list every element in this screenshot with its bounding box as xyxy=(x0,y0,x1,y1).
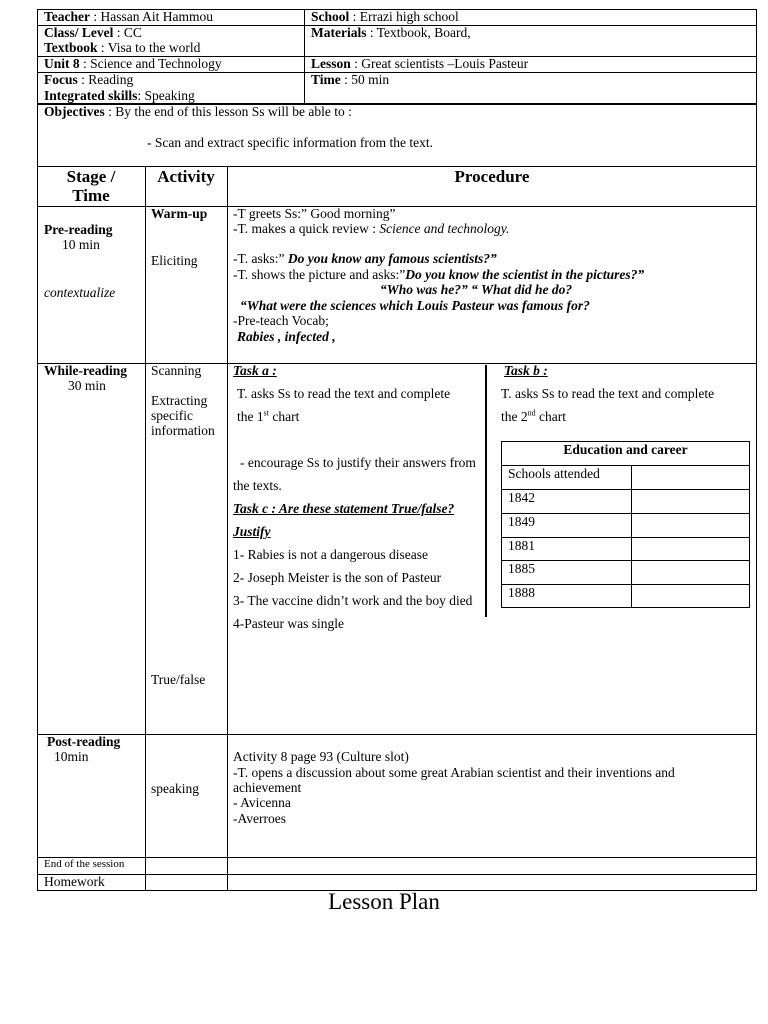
chart-row-label: 1849 xyxy=(508,514,535,529)
integrated-skills-field: Integrated skills: Speaking xyxy=(44,88,195,103)
post-reading-time: 10min xyxy=(54,749,89,764)
chart-row-label: 1842 xyxy=(508,490,535,505)
statement: 4-Pasteur was single xyxy=(233,616,344,631)
speaking-activity: speaking xyxy=(151,781,199,796)
post-procedure-line: -Averroes xyxy=(233,811,286,826)
extracting-activity: Extracting specific information xyxy=(151,393,215,438)
procedure-line: -T. shows the picture and asks:”Do you know the scientist in the pictures?” xyxy=(233,267,645,282)
task-a-line: the 1st chart xyxy=(237,408,300,424)
chart-title: Education and career xyxy=(563,442,688,457)
homework-label: Homework xyxy=(44,874,105,889)
while-reading-stage: While-reading xyxy=(44,363,128,378)
pre-reading-time: 10 min xyxy=(62,237,100,252)
focus-field: Focus : Reading xyxy=(44,72,134,87)
encourage-line: the texts. xyxy=(233,478,282,493)
post-procedure-line: - Avicenna xyxy=(233,795,291,810)
activity-header: Activity xyxy=(157,167,215,186)
chart-row-label: 1885 xyxy=(508,561,535,576)
scanning-activity: Scanning xyxy=(151,363,202,378)
procedure-line: -T. makes a quick review : Science and technology. xyxy=(233,221,510,236)
encourage-line: - encourage Ss to justify their answers from xyxy=(240,455,476,470)
warm-up-activity: Warm-up xyxy=(151,206,208,221)
lesson-field: Lesson : Great scientists –Louis Pasteur xyxy=(311,56,529,71)
procedure-line: -T greets Ss:” Good morning” xyxy=(233,206,396,221)
objectives-item: - Scan and extract specific information from the text. xyxy=(147,135,434,150)
procedure-line: “Who was he?” “ What did he do? xyxy=(380,282,573,297)
post-procedure-line: Activity 8 page 93 (Culture slot) xyxy=(233,749,409,764)
time-field: Time : 50 min xyxy=(311,72,390,87)
page-title: Lesson Plan xyxy=(328,889,440,914)
post-procedure-line: -T. opens a discussion about some great Arabian scientist and their inventions and xyxy=(233,765,675,780)
pre-reading-stage: Pre-reading xyxy=(44,222,113,237)
end-of-session-label: End of the session xyxy=(44,858,125,870)
task-a-line: T. asks Ss to read the text and complete xyxy=(237,386,451,401)
task-c-title: Task c : Are these statement True/false? xyxy=(233,501,455,516)
procedure-header: Procedure xyxy=(454,167,530,186)
post-procedure-line: achievement xyxy=(233,780,302,795)
post-reading-stage: Post-reading xyxy=(47,734,121,749)
procedure-line: “What were the sciences which Louis Pasteur was famous for? xyxy=(240,298,590,313)
contextualize-note: contextualize xyxy=(44,285,116,300)
school-field: School : Errazi high school xyxy=(311,9,459,24)
procedure-line: -T. asks:” Do you know any famous scientists?” xyxy=(233,251,497,266)
statement: 3- The vaccine didn’t work and the boy died xyxy=(233,593,473,608)
unit-field: Unit 8 : Science and Technology xyxy=(44,56,222,71)
task-b-title: Task b : xyxy=(504,363,548,378)
materials-field: Materials : Textbook, Board, xyxy=(311,25,471,40)
while-reading-time: 30 min xyxy=(68,378,106,393)
procedure-line: -Pre-teach Vocab; xyxy=(233,313,329,328)
justify-label: Justify xyxy=(233,524,271,539)
objectives-intro: Objectives : By the end of this lesson Ss will be able to : xyxy=(44,104,352,119)
statement: 1- Rabies is not a dangerous disease xyxy=(233,547,428,562)
chart-row-label: 1888 xyxy=(508,585,535,600)
chart-row-label: Schools attended xyxy=(508,466,600,481)
teacher-field: Teacher : Hassan Ait Hammou xyxy=(44,9,214,24)
eliciting-activity: Eliciting xyxy=(151,253,198,268)
task-a-title: Task a : xyxy=(233,363,277,378)
task-divider xyxy=(485,365,487,617)
task-b-line: T. asks Ss to read the text and complete xyxy=(501,386,715,401)
stage-time-header: Stage / Time xyxy=(66,167,116,205)
task-b-line: the 2nd chart xyxy=(501,408,566,424)
textbook-field: Textbook : Visa to the world xyxy=(44,40,201,55)
true-false-activity: True/false xyxy=(151,672,206,687)
statement: 2- Joseph Meister is the son of Pasteur xyxy=(233,570,442,585)
vocab-words: Rabies , infected , xyxy=(237,329,336,344)
class-field: Class/ Level : CC xyxy=(44,25,142,40)
chart-row-label: 1881 xyxy=(508,538,535,553)
